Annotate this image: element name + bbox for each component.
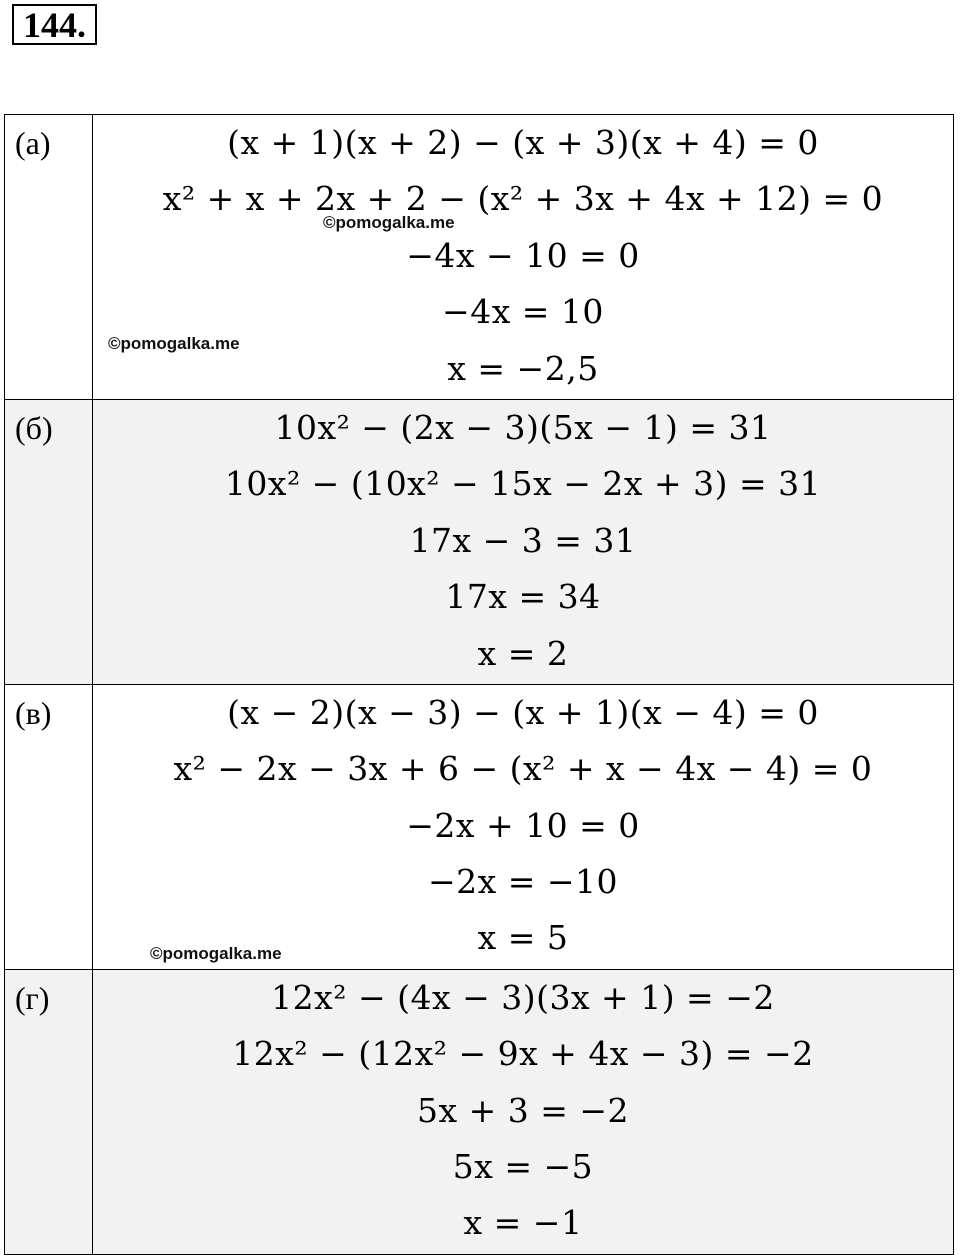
solution-table [4, 114, 954, 1255]
equation-line: 12x² − (4x − 3)(3x + 1) = −2 [271, 977, 775, 1017]
equation-line: x = 2 [477, 633, 569, 673]
equation-line: 10x² − (10x² − 15x − 2x + 3) = 31 [224, 464, 822, 504]
part-work [93, 684, 954, 969]
watermark: ©pomogalka.me [323, 213, 455, 232]
equation-line: x = −2,5 [447, 348, 599, 388]
equation-line: −2x + 10 = 0 [406, 805, 640, 845]
watermark: ©pomogalka.me [108, 334, 240, 353]
equation-line: x² + x + 2x + 2 − (x² + 3x + 4x + 12) = 0 [162, 179, 884, 219]
part-a-row [5, 115, 954, 400]
equation-line: 12x² − (12x² − 9x + 4x − 3) = −2 [232, 1034, 814, 1074]
equation-line: x = 5 [477, 918, 569, 958]
equation-line: 10x² − (2x − 3)(5x − 1) = 31 [274, 407, 772, 447]
equation-line: x = −1 [463, 1203, 583, 1243]
part-label: (в) [5, 684, 93, 969]
equation-line: 17x = 34 [445, 577, 601, 617]
part-g-row [5, 969, 954, 1254]
part-v-row [5, 684, 954, 969]
problem-number: 144. [12, 4, 97, 45]
part-work [93, 115, 954, 400]
watermark: ©pomogalka.me [150, 943, 282, 963]
part-label: (а) [5, 115, 93, 400]
equation-line: (x + 1)(x + 2) − (x + 3)(x + 4) = 0 [227, 123, 819, 162]
equation-line: 5x + 3 = −2 [416, 1090, 629, 1130]
equation-line: −2x = −10 [427, 862, 619, 902]
equation-line: 17x − 3 = 31 [409, 520, 637, 560]
equation-line: −4x = 10 [442, 292, 604, 332]
equation-line: x² − 2x − 3x + 6 − (x² + x − 4x − 4) = 0 [173, 749, 873, 789]
part-label: (б) [5, 399, 93, 684]
part-work [93, 969, 954, 1254]
part-b-row [5, 399, 954, 684]
equation-line: (x − 2)(x − 3) − (x + 1)(x − 4) = 0 [227, 692, 819, 732]
part-work [93, 399, 954, 684]
equation-line: −4x − 10 = 0 [406, 235, 640, 275]
equation-line: 5x = −5 [452, 1147, 594, 1187]
part-label: (г) [5, 969, 93, 1254]
